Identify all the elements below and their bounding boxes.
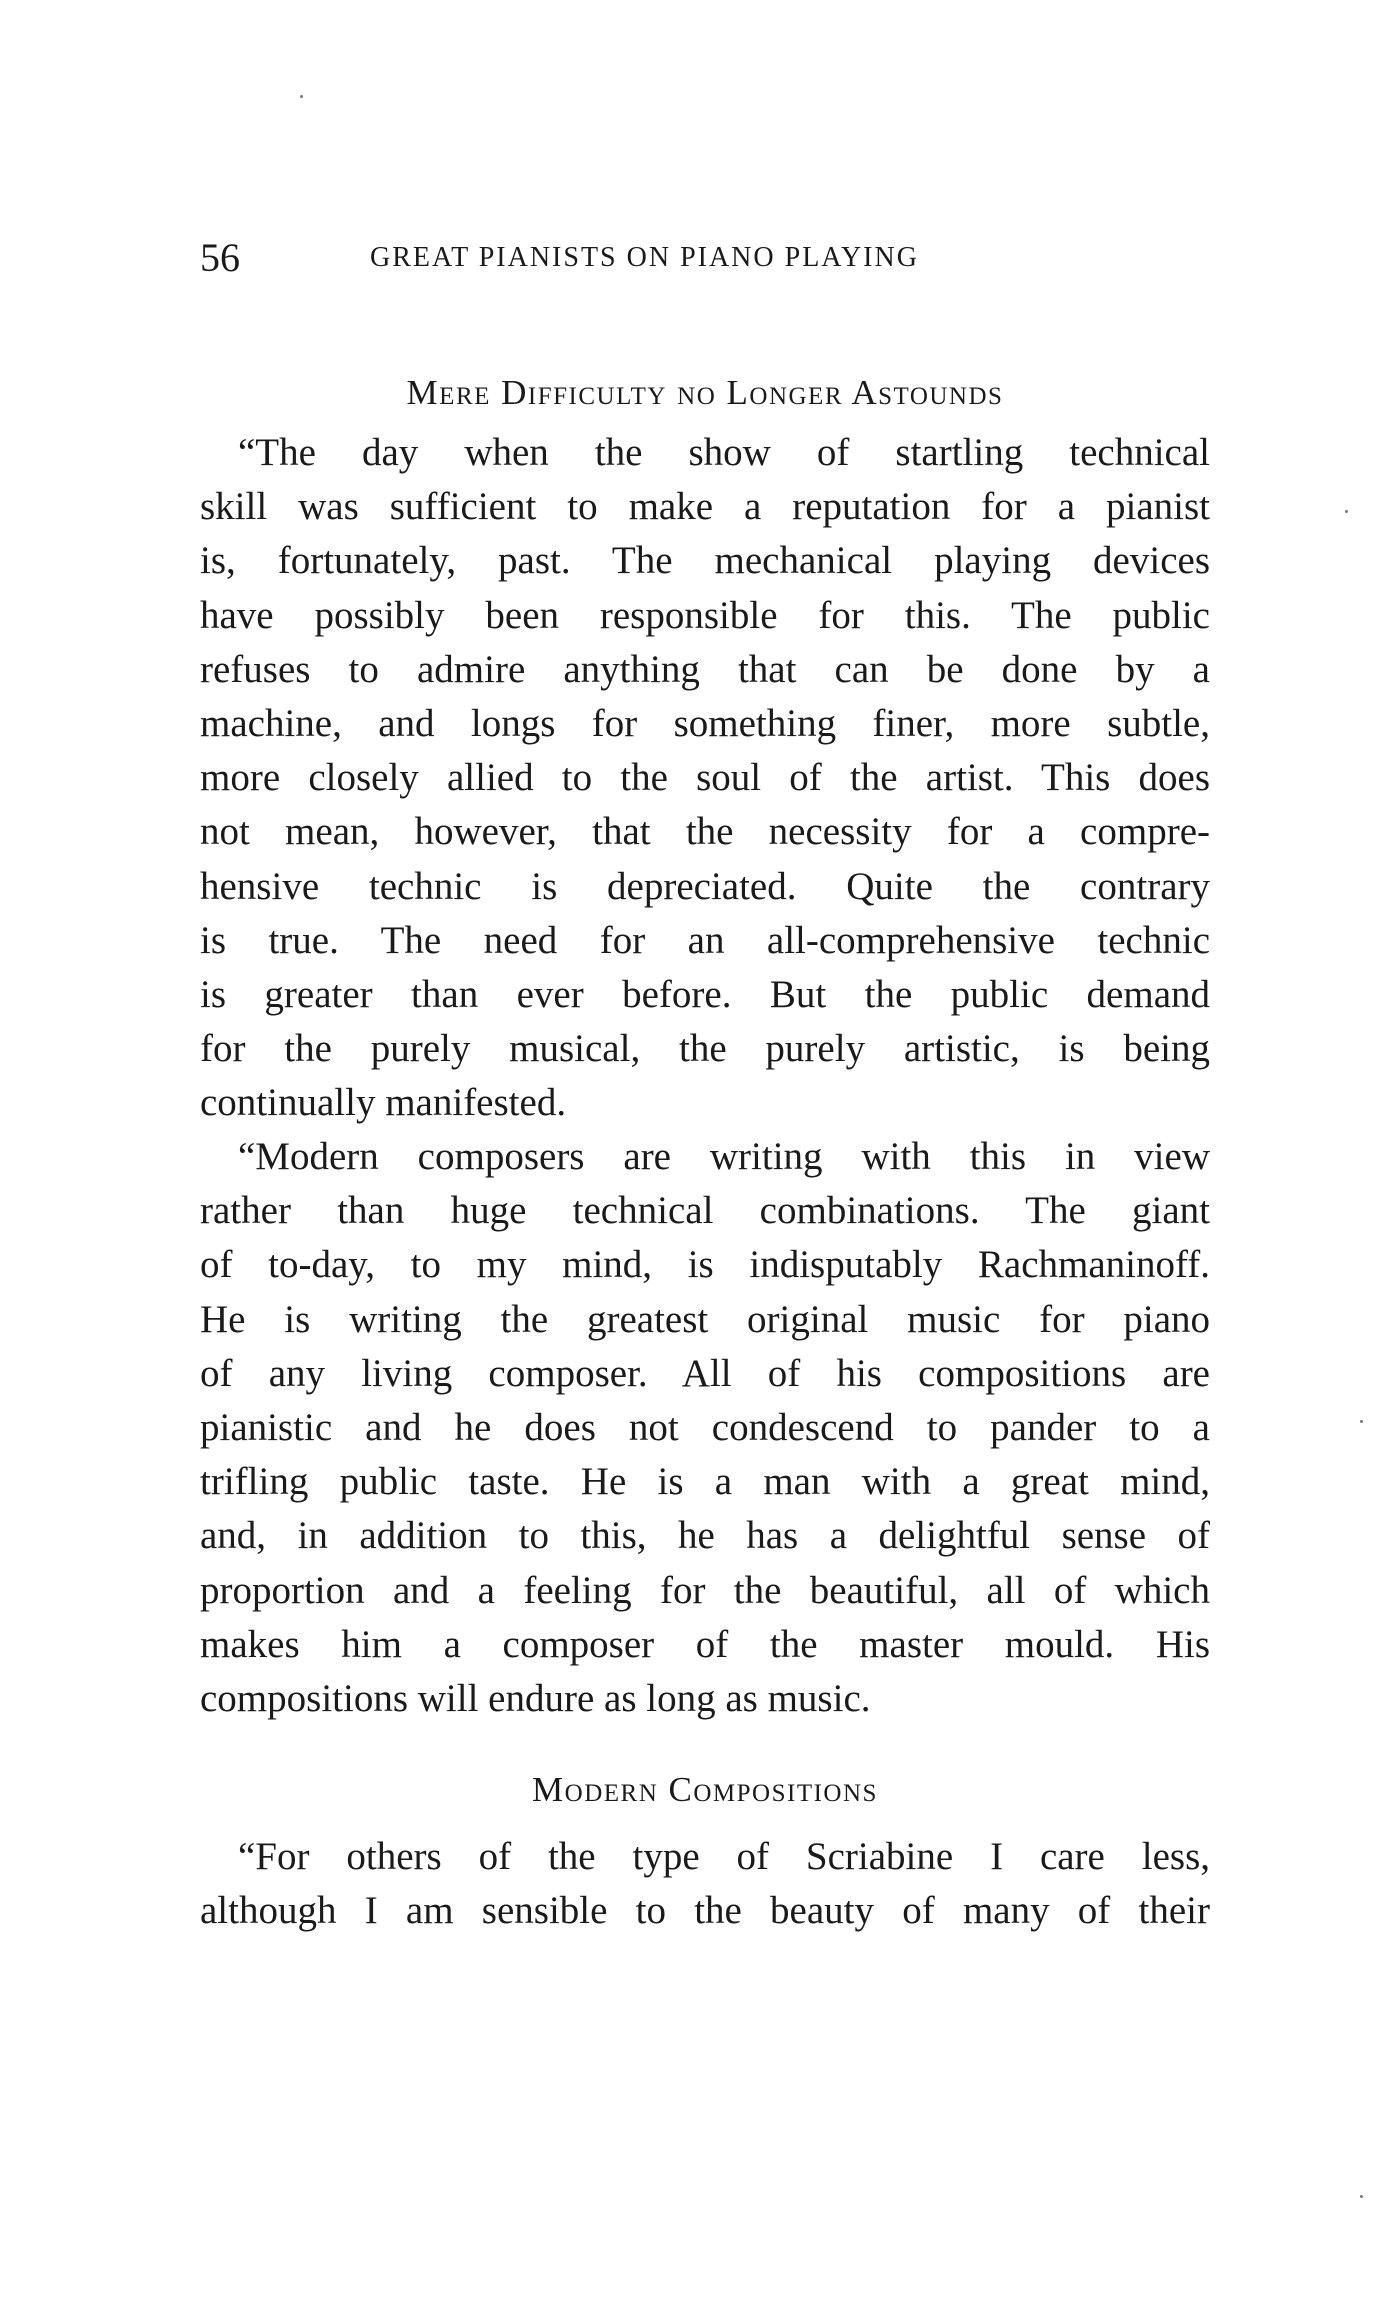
text-line: compositions will endure as long as music. — [200, 1676, 871, 1720]
text-line: He is writing the greatest original music for piano — [200, 1297, 1210, 1341]
text-line: not mean, however, that the necessity for a compre- — [200, 810, 1210, 854]
paper-speck — [1345, 510, 1348, 513]
text-line: trifling public taste. He is a man with a great mind, — [200, 1460, 1210, 1504]
text-line: refuses to admire anything that can be done by a — [200, 647, 1210, 691]
text-line: makes him a composer of the master mould. His — [200, 1622, 1210, 1666]
text-line: “Modern composers are writing with this in view — [238, 1135, 1210, 1178]
paper-speck — [1360, 2195, 1363, 2198]
text-line: machine, and longs for something finer, more subtle, — [200, 701, 1210, 745]
page-number: 56 — [200, 235, 240, 280]
paragraph — [200, 1130, 1210, 1726]
text-line: pianistic and he does not condescend to pander to a — [200, 1405, 1210, 1449]
text-line: is true. The need for an all-comprehensive technic — [200, 918, 1210, 962]
text-line: although I am sensible to the beauty of many of their — [200, 1889, 1210, 1933]
text-line: continually manifested. — [200, 1081, 567, 1125]
text-line: skill was sufficient to make a reputation for a pianist — [200, 485, 1210, 529]
text-line: proportion and a feeling for the beautiful, all of which — [200, 1568, 1210, 1612]
text-line: is greater than ever before. But the public demand — [200, 972, 1210, 1016]
paragraph — [200, 426, 1210, 1130]
text-line: have possibly been responsible for this. The public — [200, 593, 1210, 637]
running-title: GREAT PIANISTS ON PIANO PLAYING — [370, 242, 919, 273]
text-line: “For others of the type of Scriabine I care less, — [238, 1835, 1210, 1878]
text-line: “The day when the show of startling technical — [238, 431, 1210, 474]
text-line: rather than huge technical combinations. The giant — [200, 1189, 1210, 1233]
text-line: of any living composer. All of his compositions are — [200, 1351, 1210, 1395]
text-line: hensive technic is depreciated. Quite the contrary — [200, 864, 1210, 908]
paper-speck — [300, 95, 303, 98]
paragraph — [200, 1830, 1210, 1938]
text-line: and, in addition to this, he has a delightful sense of — [200, 1514, 1210, 1558]
text-line: for the purely musical, the purely artistic, is being — [200, 1027, 1210, 1071]
section-heading: Modern Compositions — [532, 1770, 878, 1809]
paper-speck — [1360, 1420, 1363, 1423]
text-line: of to-day, to my mind, is indisputably Rachmaninoff. — [200, 1243, 1210, 1287]
text-line: more closely allied to the soul of the artist. This does — [200, 756, 1210, 800]
running-head — [200, 228, 1050, 288]
text-line: is, fortunately, past. The mechanical playing devices — [200, 539, 1210, 583]
section-heading: Mere Difficulty no Longer Astounds — [406, 373, 1004, 412]
